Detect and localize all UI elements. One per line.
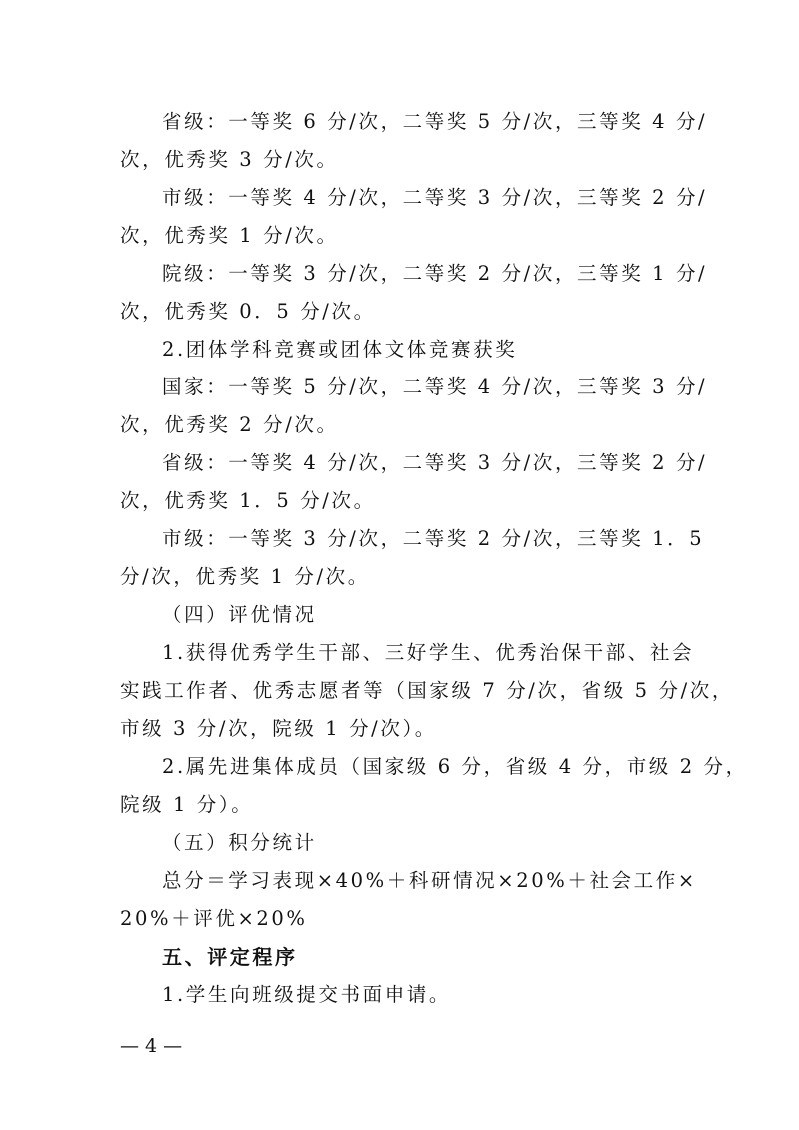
municipal-team-awards-line-1: 市级：一等奖 3 分/次，二等奖 2 分/次，三等奖 1．5 — [162, 527, 705, 550]
team-competition-heading: 2.团体学科竞赛或团体文体竞赛获奖 — [162, 338, 518, 361]
evaluation-item-1-line-3: 市级 3 分/次，院级 1 分/次）。 — [120, 717, 437, 740]
municipal-team-awards-line-2: 分/次，优秀奖 1 分/次。 — [120, 565, 370, 588]
national-team-awards-line-2: 次，优秀奖 2 分/次。 — [120, 413, 339, 436]
evaluation-item-1-line-2: 实践工作者、优秀志愿者等（国家级 7 分/次，省级 5 分/次， — [120, 679, 734, 702]
section-evaluation-heading: （四）评优情况 — [162, 603, 317, 626]
municipal-individual-awards-line-2: 次，优秀奖 1 分/次。 — [120, 224, 339, 247]
national-team-awards-line-1: 国家：一等奖 5 分/次，二等奖 4 分/次，三等奖 3 分/ — [162, 375, 708, 398]
provincial-team-awards-line-1: 省级：一等奖 4 分/次，二等奖 3 分/次，三等奖 2 分/ — [162, 451, 708, 474]
evaluation-item-1-line-1: 1.获得优秀学生干部、三好学生、优秀治保干部、社会 — [162, 641, 695, 664]
provincial-team-awards-line-2: 次，优秀奖 1．5 分/次。 — [120, 489, 376, 512]
procedure-step-1: 1.学生向班级提交书面申请。 — [162, 983, 452, 1006]
page-number: — 4 — — [120, 1035, 183, 1057]
section-evaluation-procedure-heading: 五、评定程序 — [162, 945, 298, 969]
provincial-individual-awards-line-2: 次，优秀奖 3 分/次。 — [120, 148, 339, 171]
evaluation-item-2-line-2: 院级 1 分）。 — [120, 793, 254, 816]
section-score-statistics-heading: （五）积分统计 — [162, 831, 317, 854]
provincial-individual-awards-line-1: 省级：一等奖 6 分/次，二等奖 5 分/次，三等奖 4 分/ — [162, 110, 708, 133]
college-individual-awards-line-2: 次，优秀奖 0．5 分/次。 — [120, 300, 376, 323]
total-score-formula-line-2: 20%＋评优×20% — [120, 907, 308, 930]
evaluation-item-2-line-1: 2.属先进集体成员（国家级 6 分，省级 4 分，市级 2 分， — [162, 755, 748, 778]
college-individual-awards-line-1: 院级：一等奖 3 分/次，二等奖 2 分/次，三等奖 1 分/ — [162, 262, 708, 285]
total-score-formula-line-1: 总分＝学习表现×40%＋科研情况×20%＋社会工作× — [162, 869, 697, 892]
municipal-individual-awards-line-1: 市级：一等奖 4 分/次，二等奖 3 分/次，三等奖 2 分/ — [162, 186, 708, 209]
